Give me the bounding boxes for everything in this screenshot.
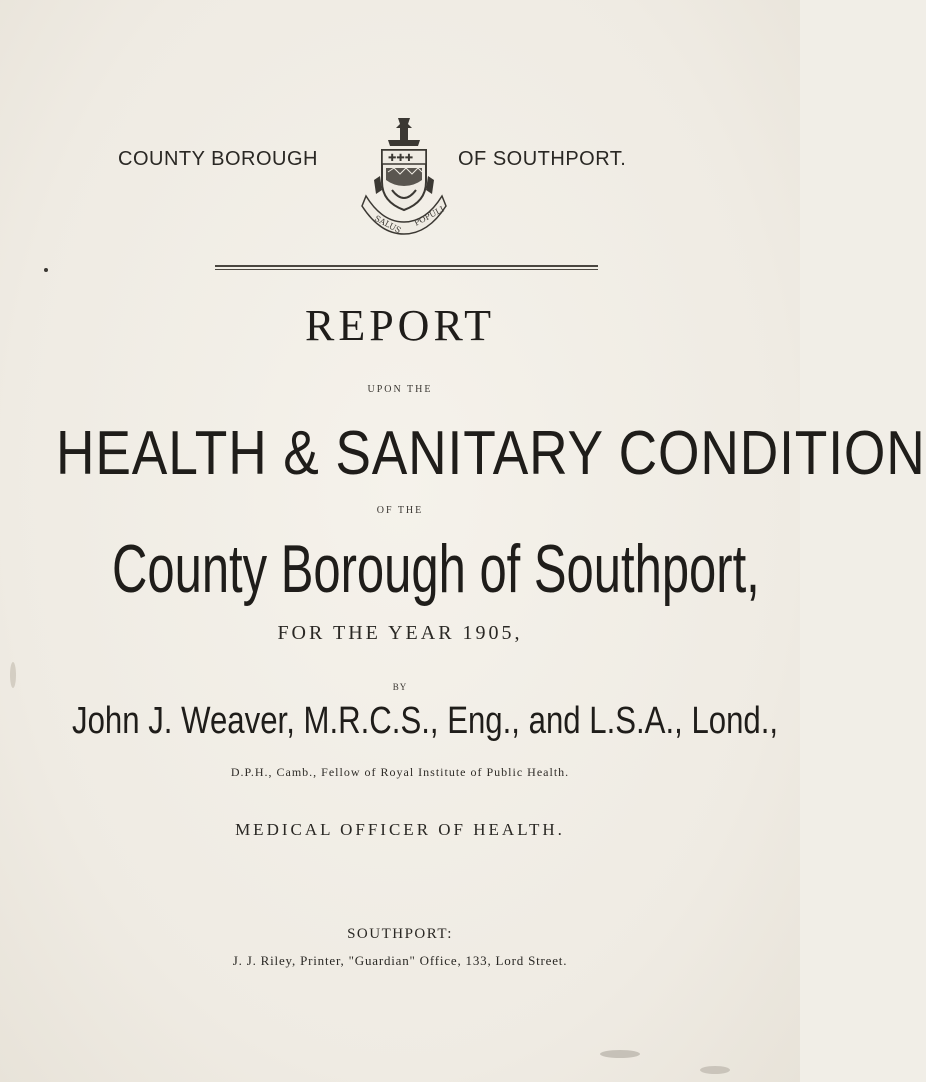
paper-stain (10, 662, 16, 688)
of-the-text: OF THE (376, 505, 424, 516)
place-heading: County Borough of Southport, (112, 531, 760, 607)
divider-rule-thin (215, 269, 598, 270)
author-name: John J. Weaver, M.R.C.S., Eng., and L.S.A., Lond., (72, 700, 779, 742)
author-credentials: D.P.H., Camb., Fellow of Royal Institute of Public Health. (230, 765, 570, 779)
svg-text:SALUS: SALUS (373, 213, 403, 236)
imprint-place: SOUTHPORT: (347, 926, 453, 942)
year-line: FOR THE YEAR 1905, (277, 622, 523, 644)
by-text: BY (392, 682, 408, 692)
header-right-text: OF SOUTHPORT. (458, 148, 627, 170)
imprint-printer: J. J. Riley, Printer, "Guardian" Office, 133, Lord Street. (232, 953, 568, 968)
header-left-text: COUNTY BOROUGH (118, 148, 318, 170)
divider-rule (215, 265, 598, 267)
paper-stain (600, 1050, 640, 1058)
subject-heading: HEALTH & SANITARY CONDITION (56, 419, 926, 488)
coat-of-arms-icon (352, 110, 456, 242)
report-title: REPORT (304, 301, 496, 350)
author-office: MEDICAL OFFICER OF HEALTH. (235, 820, 565, 839)
paper-stain (700, 1066, 730, 1074)
svg-text:POPULI: POPULI (412, 204, 446, 228)
paper-mark (44, 268, 48, 272)
svg-text:✚✚✚: ✚✚✚ (388, 153, 414, 164)
upon-the-text: UPON THE (367, 384, 433, 395)
